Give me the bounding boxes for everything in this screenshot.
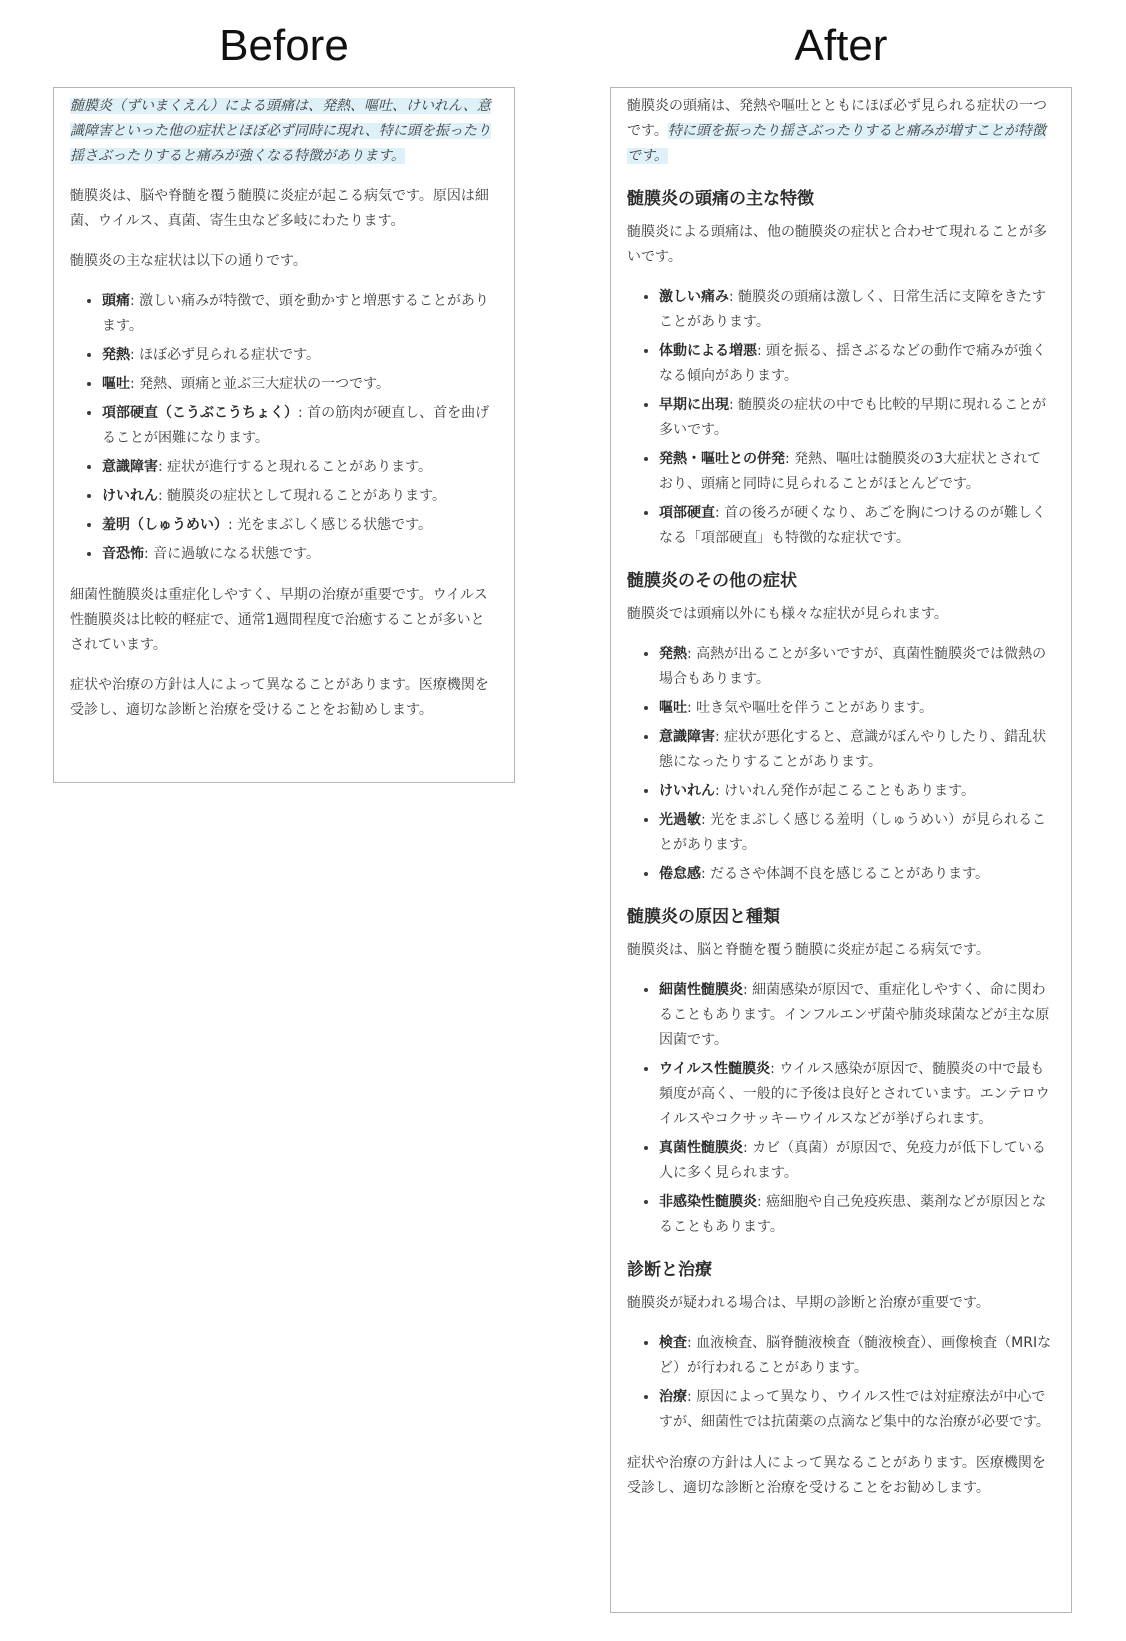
before-heading: Before bbox=[219, 21, 349, 70]
list-item bbox=[659, 393, 1055, 443]
list-item-term: 発熱 bbox=[659, 646, 687, 662]
list-item bbox=[102, 542, 498, 567]
after-panel bbox=[610, 87, 1072, 1613]
list-item-desc: : 髄膜炎の症状の中でも比較的早期に現れることが多いです。 bbox=[659, 397, 1047, 438]
highlighted-text: 特に頭を振ったり揺さぶったりすると痛みが増すことが特徴です。 bbox=[627, 123, 1046, 164]
list-item-desc: : 首の筋肉が硬直し、首を曲げることが困難になります。 bbox=[102, 405, 490, 446]
list-item-desc: : 原因によって異なり、ウイルス性では対症療法が中心ですが、細菌性では抗菌薬の点滴など集中的な治療が必要です。 bbox=[659, 1389, 1050, 1430]
section-title-other-symptoms: 髄膜炎のその他の症状 bbox=[627, 571, 797, 591]
list-item bbox=[659, 862, 1055, 887]
list-item bbox=[659, 978, 1055, 1053]
list-item-desc: : けいれん発作が起こることもあります。 bbox=[715, 783, 976, 799]
list-item-desc: : 症状が進行すると現れることがあります。 bbox=[158, 459, 433, 475]
list-item bbox=[659, 725, 1055, 775]
list-item-desc: : 激しい痛みが特徴で、頭を動かすと増悪することがあります。 bbox=[102, 293, 489, 334]
section-title-diagnosis: 診断と治療 bbox=[627, 1260, 712, 1280]
list-item-term: 体動による増悪 bbox=[659, 343, 757, 359]
list-item-term: ウイルス性髄膜炎 bbox=[659, 1061, 771, 1077]
list-item-desc: : 光をまぶしく感じる状態です。 bbox=[228, 517, 433, 533]
other-symptoms-list bbox=[627, 642, 1055, 887]
list-item bbox=[102, 513, 498, 538]
list-item-desc: : 症状が悪化すると、意識がぼんやりしたり、錯乱状態になったりすることがあります。 bbox=[659, 729, 1047, 770]
list-item bbox=[102, 484, 498, 509]
list-item bbox=[659, 642, 1055, 692]
list-item-desc: : 髄膜炎の頭痛は激しく、日常生活に支障をきたすことがあります。 bbox=[659, 289, 1046, 330]
list-item bbox=[659, 1190, 1055, 1240]
list-item bbox=[659, 447, 1055, 497]
list-item-desc: : 高熱が出ることが多いですが、真菌性髄膜炎では微熱の場合もあります。 bbox=[659, 646, 1047, 687]
list-item bbox=[659, 501, 1055, 551]
list-item-term: 嘔吐 bbox=[659, 700, 687, 716]
list-item-term: 音恐怖 bbox=[102, 546, 144, 562]
list-item-term: 意識障害 bbox=[102, 459, 158, 475]
list-item-desc: : ウイルス感染が原因で、髄膜炎の中で最も頻度が高く、一般的に予後は良好とされています。エンテロウイルスやコクサッキーウイルスなどが挙げられます。 bbox=[659, 1061, 1050, 1127]
list-item-term: 発熱・嘔吐との併発 bbox=[659, 451, 785, 467]
list-item bbox=[102, 343, 498, 368]
list-item-desc: : 光をまぶしく感じる羞明（しゅうめい）が見られることがあります。 bbox=[659, 812, 1047, 853]
section-lead: 髄膜炎では頭痛以外にも様々な症状が見られます。 bbox=[627, 606, 948, 622]
list-item bbox=[659, 1385, 1055, 1435]
intro-text: 髄膜炎の頭痛は、発熱や嘔吐とともにほぼ必ず見られる症状の一つです。 bbox=[627, 98, 1047, 139]
list-item bbox=[102, 455, 498, 480]
list-item-desc: : ほぼ必ず見られる症状です。 bbox=[130, 347, 321, 363]
features-list bbox=[627, 285, 1055, 551]
before-paragraph-3: 細菌性髄膜炎は重症化しやすく、早期の治療が重要です。ウイルス性髄膜炎は比較的軽症で、通常1週間程度で治癒することが多いとされています。 bbox=[70, 587, 488, 653]
list-item-term: 激しい痛み bbox=[659, 289, 729, 305]
list-item bbox=[659, 285, 1055, 335]
list-item-term: 非感染性髄膜炎 bbox=[659, 1194, 757, 1210]
list-item-desc: : 発熱、頭痛と並ぶ三大症状の一つです。 bbox=[130, 376, 391, 392]
list-item bbox=[659, 1057, 1055, 1132]
list-item-term: 倦怠感 bbox=[659, 866, 701, 882]
section-lead: 髄膜炎による頭痛は、他の髄膜炎の症状と合わせて現れることが多いです。 bbox=[627, 224, 1047, 265]
list-item-term: 意識障害 bbox=[659, 729, 715, 745]
list-item bbox=[659, 696, 1055, 721]
list-item-desc: : だるさや体調不良を感じることがあります。 bbox=[701, 866, 990, 882]
list-item-desc: : 癌細胞や自己免疫疾患、薬剤などが原因となることもあります。 bbox=[659, 1194, 1047, 1235]
list-item-term: 真菌性髄膜炎 bbox=[659, 1140, 743, 1156]
before-panel bbox=[53, 87, 515, 783]
list-item-term: 項部硬直 bbox=[659, 505, 715, 521]
list-item-term: けいれん bbox=[102, 488, 158, 504]
list-item bbox=[102, 289, 498, 339]
section-title-features: 髄膜炎の頭痛の主な特徴 bbox=[627, 189, 814, 209]
list-item bbox=[102, 372, 498, 397]
list-item-desc: : 首の後ろが硬くなり、あごを胸につけるのが難しくなる「項部硬直」も特徴的な症状です。 bbox=[659, 505, 1046, 546]
list-item bbox=[659, 1136, 1055, 1186]
before-paragraph-4: 症状や治療の方針は人によって異なることがあります。医療機関を受診し、適切な診断と治療を受けることをお勧めします。 bbox=[70, 677, 489, 718]
list-item bbox=[659, 339, 1055, 389]
after-heading: After bbox=[794, 21, 888, 70]
section-lead: 髄膜炎が疑われる場合は、早期の診断と治療が重要です。 bbox=[627, 1295, 990, 1311]
list-item bbox=[102, 401, 498, 451]
after-intro-paragraph bbox=[627, 94, 1055, 169]
list-item-term: 治療 bbox=[659, 1389, 687, 1405]
list-item-term: 頭痛 bbox=[102, 293, 130, 309]
after-closing-paragraph: 症状や治療の方針は人によって異なることがあります。医療機関を受診し、適切な診断と治療を受けることをお勧めします。 bbox=[627, 1455, 1046, 1496]
list-item-term: 細菌性髄膜炎 bbox=[659, 982, 743, 998]
list-item-term: 発熱 bbox=[102, 347, 130, 363]
highlighted-text: 髄膜炎（ずいまくえん）による頭痛は、発熱、嘔吐、けいれん、意識障害といった他の症状とほぼ必ず同時に現れ、特に頭を振ったり揺さぶったりすると痛みが強くなる特徴があります。 bbox=[70, 98, 491, 164]
list-item-desc: : 細菌感染が原因で、重症化しやすく、命に関わることもあります。インフルエンザ菌や肺炎球菌などが主な原因菌です。 bbox=[659, 982, 1050, 1048]
list-item-desc: : 髄膜炎の症状として現れることがあります。 bbox=[158, 488, 447, 504]
section-lead: 髄膜炎は、脳と脊髄を覆う髄膜に炎症が起こる病気です。 bbox=[627, 942, 990, 958]
before-symptom-list bbox=[70, 289, 498, 567]
before-paragraph-2: 髄膜炎の主な症状は以下の通りです。 bbox=[70, 253, 307, 269]
section-title-causes: 髄膜炎の原因と種類 bbox=[627, 907, 780, 927]
before-paragraph-1: 髄膜炎は、脳や脊髄を覆う髄膜に炎症が起こる病気です。原因は細菌、ウイルス、真菌、寄生虫など多岐にわたります。 bbox=[70, 188, 489, 229]
list-item bbox=[659, 779, 1055, 804]
list-item-term: 光過敏 bbox=[659, 812, 701, 828]
list-item-term: 項部硬直（こうぶこうちょく） bbox=[102, 405, 298, 421]
causes-list bbox=[627, 978, 1055, 1240]
list-item-term: 羞明（しゅうめい） bbox=[102, 517, 228, 533]
list-item-term: 検査 bbox=[659, 1335, 687, 1351]
list-item-desc: : 頭を振る、揺さぶるなどの動作で痛みが強くなる傾向があります。 bbox=[659, 343, 1047, 384]
list-item-desc: : 音に過敏になる状態です。 bbox=[144, 546, 321, 562]
list-item-desc: : 発熱、嘔吐は髄膜炎の3大症状とされており、頭痛と同時に見られることがほとんどです。 bbox=[659, 451, 1042, 492]
list-item-desc: : カビ（真菌）が原因で、免疫力が低下している人に多く見られます。 bbox=[659, 1140, 1046, 1181]
list-item-desc: : 血液検査、脳脊髄液検査（髄液検査）、画像検査（MRIなど）が行われることがあります。 bbox=[659, 1335, 1052, 1376]
list-item bbox=[659, 808, 1055, 858]
before-highlight-paragraph bbox=[70, 94, 498, 169]
list-item-term: けいれん bbox=[659, 783, 715, 799]
list-item-term: 早期に出現 bbox=[659, 397, 729, 413]
list-item-term: 嘔吐 bbox=[102, 376, 130, 392]
list-item-desc: : 吐き気や嘔吐を伴うことがあります。 bbox=[687, 700, 934, 716]
list-item bbox=[659, 1331, 1055, 1381]
diagnosis-list bbox=[627, 1331, 1055, 1435]
